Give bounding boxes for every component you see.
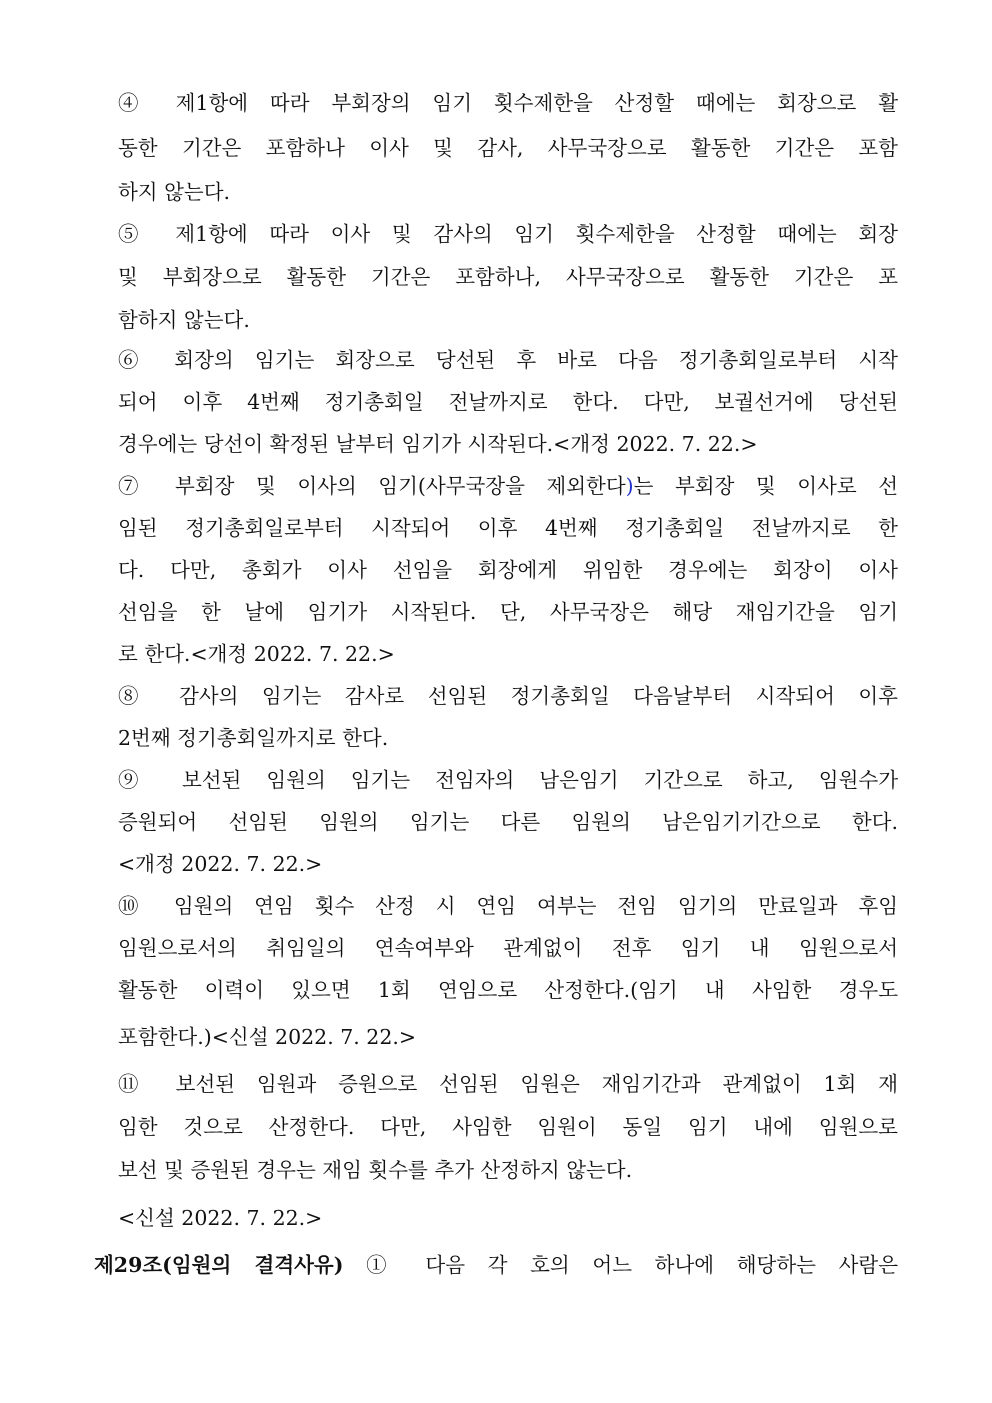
paragraph-5-line-2: 및 부회장으로 활동한 기간은 포함하나, 사무국장으로 활동한 기간은 포 [118,265,898,289]
paragraph-6-line-2: 되어 이후 4번째 정기총회일 전날까지로 한다. 다만, 보궐선거에 당선된 [118,390,898,414]
paragraph-8-line-2: 2번째 정기총회일까지로 한다. [118,726,389,750]
paragraph-7-line-1 [118,472,898,500]
paragraph-11-line-1: ⑪ 보선된 임원과 증원으로 선임된 임원은 재임기간과 관계없이 1회 재 [118,1072,898,1096]
paragraph-9-line-1: ⑨ 보선된 임원의 임기는 전임자의 남은임기 기간으로 하고, 임원수가 [118,768,898,792]
paragraph-7-line-1-end: 는 부회장 및 이사로 선 [633,474,898,498]
paragraph-9-line-2: 증원되어 선임된 임원의 임기는 다른 임원의 남은임기기간으로 한다. [118,810,898,834]
paragraph-10-line-2: 임원으로서의 취임일의 연속여부와 관계없이 전후 임기 내 임원으로서 [118,936,898,960]
article-29-heading: 제29조(임원의 결격사유) [94,1253,344,1277]
paragraph-10-line-1: ⑩ 임원의 연임 횟수 산정 시 연임 여부는 전임 임기의 만료일과 후임 [118,894,898,918]
paragraph-9-line-3: <개정 2022. 7. 22.> [118,852,323,876]
paragraph-10-line-3: 활동한 이력이 있으면 1회 연임으로 산정한다.(임기 내 사임한 경우도 [118,978,898,1002]
paragraph-6-line-1: ⑥ 회장의 임기는 회장으로 당선된 후 바로 다음 정기총회일로부터 시작 [118,348,898,372]
paragraph-7-line-4: 선임을 한 날에 임기가 시작된다. 단, 사무국장은 해당 재임기간을 임기 [118,600,898,624]
paragraph-4-line-3: 하지 않는다. [118,180,231,204]
paragraph-7-closing-paren: ) [625,474,634,498]
paragraph-7-line-3: 다. 다만, 총회가 이사 선임을 회장에게 위임한 경우에는 회장이 이사 [118,558,898,582]
paragraph-7-line-1-start: ⑦ 부회장 및 이사의 임기(사무국장을 제외한다 [118,474,626,498]
paragraph-7-line-5: 로 한다.<개정 2022. 7. 22.> [118,642,395,666]
paragraph-10-line-4: 포함한다.)<신설 2022. 7. 22.> [118,1025,417,1049]
paragraph-7-line-2: 임된 정기총회일로부터 시작되어 이후 4번째 정기총회일 전날까지로 한 [118,516,898,540]
paragraph-4-line-2: 동한 기간은 포함하나 이사 및 감사, 사무국장으로 활동한 기간은 포함 [118,136,898,160]
paragraph-11-line-2: 임한 것으로 산정한다. 다만, 사임한 임원이 동일 임기 내에 임원으로 [118,1115,898,1139]
paragraph-5-line-1: ⑤ 제1항에 따라 이사 및 감사의 임기 횟수제한을 산정할 때에는 회장 [118,222,898,246]
article-29-text: ① 다음 각 호의 어느 하나에 해당하는 사람은 [343,1253,898,1277]
paragraph-11-line-3: 보선 및 증원된 경우는 재임 횟수를 추가 산정하지 않는다. [118,1158,633,1182]
paragraph-11-line-4: <신설 2022. 7. 22.> [118,1206,323,1230]
paragraph-6-line-3: 경우에는 당선이 확정된 날부터 임기가 시작된다.<개정 2022. 7. 22.> [118,432,758,456]
paragraph-8-line-1: ⑧ 감사의 임기는 감사로 선임된 정기총회일 다음날부터 시작되어 이후 [118,684,898,708]
paragraph-5-line-3: 함하지 않는다. [118,308,250,332]
article-29-line-1 [94,1251,898,1279]
paragraph-4-line-1: ④ 제1항에 따라 부회장의 임기 횟수제한을 산정할 때에는 회장으로 활 [118,91,898,115]
